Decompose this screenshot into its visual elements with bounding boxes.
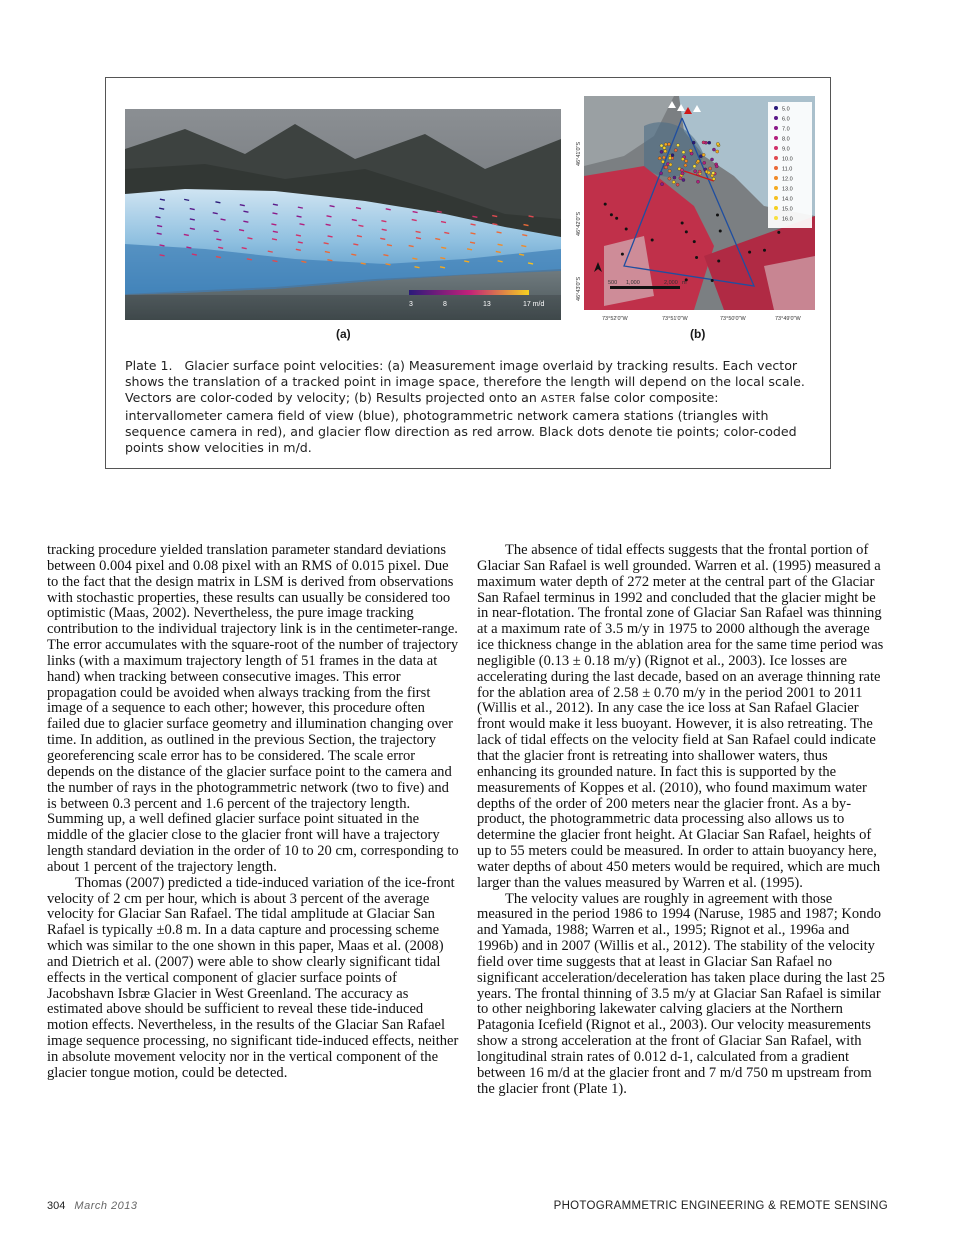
velocity-vector: [327, 260, 332, 261]
velocity-vector: [441, 222, 446, 223]
velocity-vector: [243, 211, 248, 212]
velocity-vector: [214, 231, 219, 232]
scale-label: 2,000: [664, 280, 678, 286]
scale-label: 500: [608, 280, 618, 286]
caption-text: false color composite: intervallometer camera field of view (blue), photogrammetric network camera stations (triangles with sequence camera in red), and glacier flow direction as red arrow. Black dots denote tie points; color-coded points show velocities in m/d.: [125, 390, 797, 455]
velocity-vector: [159, 208, 164, 209]
legend-label: 14.0: [782, 196, 793, 203]
velocity-vector: [356, 208, 361, 209]
velocity-vector: [522, 235, 527, 236]
velocity-vector: [330, 206, 335, 207]
velocity-vector: [497, 232, 502, 233]
velocity-vector: [415, 267, 420, 268]
velocity-vector: [297, 216, 302, 217]
velocity-vector: [216, 239, 221, 240]
velocity-vector: [273, 231, 278, 232]
paragraph: The velocity values are roughly in agreement with those measured in the period 1986 to 1994 (Naruse, 1985 and 1987; Kondo and Yamada, 1988; Warren et al., 1995; Rignot et al., 1996a and 1996b) and in 2007 (Willis et al., 2012). The stability of the velocity field over time suggests that at least in Glaciar San Rafael no significant acceleration/deceleration has taken place during the last 25 years. The frontal thinning of 3.5 m/y at Glaciar San Rafael is similar to other neighboring lakewater calving glaciers at the Northern Patagonia Icefield (Rignot et al., 2003). Our velocity measurements show a strong acceleration at the front of Glaciar San Rafael, with longitudinal strain rates of 0.012 d-1, calculated from a gradient between 16 m/d at the glacier front and 7 m/d 750 m upstream from the glacier front (Plate 1).: [477, 890, 885, 1097]
page-number: 304: [47, 1200, 66, 1212]
velocity-vector: [440, 267, 445, 268]
velocity-vector: [155, 217, 160, 218]
velocity-vector: [300, 224, 305, 225]
velocity-vector: [409, 246, 414, 247]
legend-label: 11.0: [782, 166, 793, 173]
legend-label: 13.0: [782, 186, 793, 193]
velocity-vector: [301, 261, 306, 262]
velocity-vector: [470, 242, 475, 243]
velocity-vector: [184, 199, 189, 200]
velocity-vector: [464, 261, 469, 262]
velocity-vector: [271, 224, 276, 225]
velocity-vector: [416, 238, 421, 239]
lon-label: 73°52'0"W: [602, 316, 628, 322]
velocity-vector: [528, 263, 533, 264]
velocity-vector: [519, 254, 524, 255]
map-axes: [562, 96, 822, 336]
caption-aster: ASTER: [540, 394, 576, 405]
velocity-vector: [272, 239, 277, 240]
velocity-vector: [358, 225, 363, 226]
lon-label: 73°49'0"W: [775, 316, 801, 322]
plate-figure: [105, 77, 831, 469]
lat-label: 46°42'0"S: [576, 211, 582, 236]
velocity-vector: [353, 244, 358, 245]
velocity-vector: [273, 204, 278, 205]
velocity-vector: [218, 247, 223, 248]
velocity-vector: [160, 199, 165, 200]
velocity-vector: [216, 257, 221, 258]
journal-name: PHOTOGRAMMETRIC ENGINEERING & REMOTE SENSING: [553, 1200, 888, 1212]
page-footer-left: [47, 1200, 138, 1212]
velocity-vector: [190, 209, 195, 210]
velocity-vector: [472, 216, 477, 217]
velocity-vector: [467, 249, 472, 250]
velocity-vector: [186, 247, 191, 248]
legend-label: 5.0: [782, 106, 790, 113]
colorbar-tick: 8: [443, 301, 447, 308]
colorbar-tick: 13: [483, 301, 491, 308]
velocity-vector: [247, 238, 252, 239]
velocity-vector: [328, 236, 333, 237]
velocity-vector: [268, 251, 273, 252]
colorbar: [409, 290, 529, 295]
velocity-vector: [324, 243, 329, 244]
velocity-vector: [444, 232, 449, 233]
scale-label: 1,000: [626, 280, 640, 286]
velocity-vector: [298, 242, 303, 243]
scale-unit: m: [682, 280, 687, 286]
velocity-vector: [157, 233, 162, 234]
velocity-vector: [387, 245, 392, 246]
velocity-vector: [157, 226, 162, 227]
velocity-vector: [498, 244, 503, 245]
velocity-vector: [247, 259, 252, 260]
paragraph: tracking procedure yielded translation parameter standard deviations between 0.004 pixel and 0.08 pixel with an RMS of 0.015 pixel. Due to the fact that the design matrix in LSM is derived from observations with stochastic properties, these results can usually be considered too optimistic (Maas, 2002). Nevertheless, the pure image tracking contribution to the individual trajectory link is in the centimeter-range. The error accumulates with the square-root of the number of trajectory links (with a maximum trajectory length of 51 frames in the data at hand) when tracking between consecutive images. This error propagation could be avoided when always tracking from the first image of a sequence to each other; however, this procedure often failed due to glacier surface geometry and illumination changing over time. In addition, as outlined in the previous Section, the trajectory georeferencing scale error has to be considered. The scale error depends on the distance of the glacier surface point to the camera and the number of rays in the photogrammetric network (two to five) and is between 0.3 percent and 1.6 percent of the trajectory length. Summing up, a well defined glacier surface point situated in the middle of the glacier close to the glacier front will have a trajectory length standard deviation in the order of 10 to 20 cm, corresponding to about 1 percent of the trajectory length.: [47, 542, 459, 875]
velocity-vector: [272, 213, 277, 214]
glacier-photo-graphic: [125, 109, 561, 320]
colorbar-tick: 3: [409, 301, 413, 308]
lat-label: 46°41'0"S: [576, 141, 582, 166]
glacier-photo: [125, 109, 561, 320]
velocity-vector: [327, 216, 332, 217]
velocity-vector: [498, 261, 503, 262]
legend-label: 10.0: [782, 156, 793, 163]
velocity-vector: [298, 207, 303, 208]
velocity-vector: [190, 219, 195, 220]
velocity-vector: [325, 252, 330, 253]
velocity-vector: [160, 255, 165, 256]
velocity-vector: [412, 258, 417, 259]
velocity-vector: [352, 220, 357, 221]
colorbar-tick: 17 m/d: [523, 301, 545, 308]
legend-label: 8.0: [782, 136, 790, 143]
velocity-vector: [441, 247, 446, 248]
velocity-vector: [492, 216, 497, 217]
subfigure-b-label: (b): [690, 327, 706, 341]
velocity-vector: [437, 211, 442, 212]
velocity-vector: [361, 263, 366, 264]
velocity-vector: [380, 238, 385, 239]
velocity-vector: [357, 236, 362, 237]
velocity-vector: [213, 213, 218, 214]
paragraph: The absence of tidal effects suggests that the frontal portion of Glaciar San Rafael is well grounded. Warren et al. (1995) measured a maximum water depth of 272 meter at the central part of the Glaciar San Rafael terminus in 1992 and concluded that the glacier might be in near-flotation. The frontal zone of Glaciar San Rafael was thinning at a maximum rate of 3.5 m/y in 1975 to 2000 although the average ice thickness change in the ablation area for the same time period was negligible (0.13 ± 0.18 m/y) (Rignot et al., 2003). Ice losses are accelerating during the last decade, based on an average thinning rate for the ablation area of 2.58 ± 0.70 m/y in the period 2001 to 2011 (Willis et al., 2012). In any case the ice loss at San Rafael Glacier front would make it less buoyant. However, it is also retreating. The lack of tidal effects on the velocity field at San Rafael could indicate that the glacier front is retreating into shallower waters, thus enhancing its grounded nature. In fact this is supported by the measurements of Koppes et al. (2010), who found maximum water depths of the order of 200 meters near the glacier front. As a by-product, the photogrammetric data processing also allows us to determine the glacier front height. At Glaciar San Rafael, heights of up to 55 meters could be measured. In order to attain buoyancy here, water depths of about 450 meters would be required, which are much larger than the values measured by Warren et al. (1995).: [477, 542, 884, 891]
velocity-vector: [413, 212, 418, 213]
velocity-vector: [521, 246, 526, 247]
velocity-vector: [386, 264, 391, 265]
velocity-vector: [470, 233, 475, 234]
velocity-vector: [184, 234, 189, 235]
velocity-vector: [386, 209, 391, 210]
velocity-vector: [296, 249, 301, 250]
velocity-vector: [496, 251, 501, 252]
lon-label: 73°50'0"W: [720, 316, 746, 322]
velocity-vector: [243, 221, 248, 222]
legend-label: 15.0: [782, 206, 793, 213]
left-column: [47, 543, 459, 1082]
caption-text: Glacier surface point velocities: (a) Measurement image overlaid by tracking results. Each vector shows the translation of a tracked point in image space, therefore the length will depend on the local scale. Vectors are color-coded by velocity; (b) Results projected onto an: [125, 358, 805, 405]
legend-label: 6.0: [782, 116, 790, 123]
velocity-vector: [524, 225, 529, 226]
paragraph: Thomas (2007) predicted a tide-induced variation of the ice-front velocity of 2 cm per hour, which is about 3 percent of the average velocity for Glaciar San Rafael. The tidal amplitude at Glaciar San Rafael is typically ±0.8 m. In a data capture and processing scheme which was similar to the one shown in this paper, Maas et al. (2008) and Dietrich et al. (2007) were able to show clearly significant tidal effects in the vertical component of glacier surface points of Jacobshavn Isbræ Glacier in West Greenland. The accuracy as estimated above should be sufficient to reveal these tide-induced motion effects. Nevertheless, in the results of the Glaciar San Rafael image sequence processing, no significant tide-induced effects, neither in absolute movement velocity nor in the vertical component of the glacier tongue motion, could be detected.: [47, 874, 459, 1081]
lon-label: 73°51'0"W: [662, 316, 688, 322]
velocity-vector: [272, 261, 277, 262]
velocity-vector: [326, 224, 331, 225]
velocity-vector: [435, 239, 440, 240]
velocity-vector: [351, 254, 356, 255]
velocity-vector: [471, 224, 476, 225]
velocity-vector: [221, 219, 226, 220]
velocity-vector: [440, 258, 445, 259]
subfigure-a-label: (a): [336, 327, 351, 341]
legend-label: 16.0: [782, 216, 793, 223]
velocity-vector: [192, 254, 197, 255]
velocity-vector: [383, 255, 388, 256]
velocity-vector: [492, 224, 497, 225]
lat-label: 46°43'0"S: [576, 276, 582, 301]
legend-label: 12.0: [782, 176, 793, 183]
issue-date: March 2013: [74, 1200, 138, 1212]
velocity-vector: [416, 231, 421, 232]
velocity-vector: [382, 229, 387, 230]
velocity-vector: [215, 202, 220, 203]
velocity-vector: [160, 245, 165, 246]
velocity-vector: [296, 235, 301, 236]
velocity-vector: [529, 216, 534, 217]
velocity-vector: [412, 220, 417, 221]
velocity-vector: [239, 230, 244, 231]
legend-label: 7.0: [782, 126, 790, 133]
caption-label: Plate 1.: [125, 358, 173, 373]
legend-label: 9.0: [782, 146, 790, 153]
velocity-vector: [381, 221, 386, 222]
velocity-vector: [242, 248, 247, 249]
velocity-vector: [240, 205, 245, 206]
velocity-vector: [190, 228, 195, 229]
right-column: [477, 543, 889, 1098]
plate-caption: [125, 358, 817, 456]
